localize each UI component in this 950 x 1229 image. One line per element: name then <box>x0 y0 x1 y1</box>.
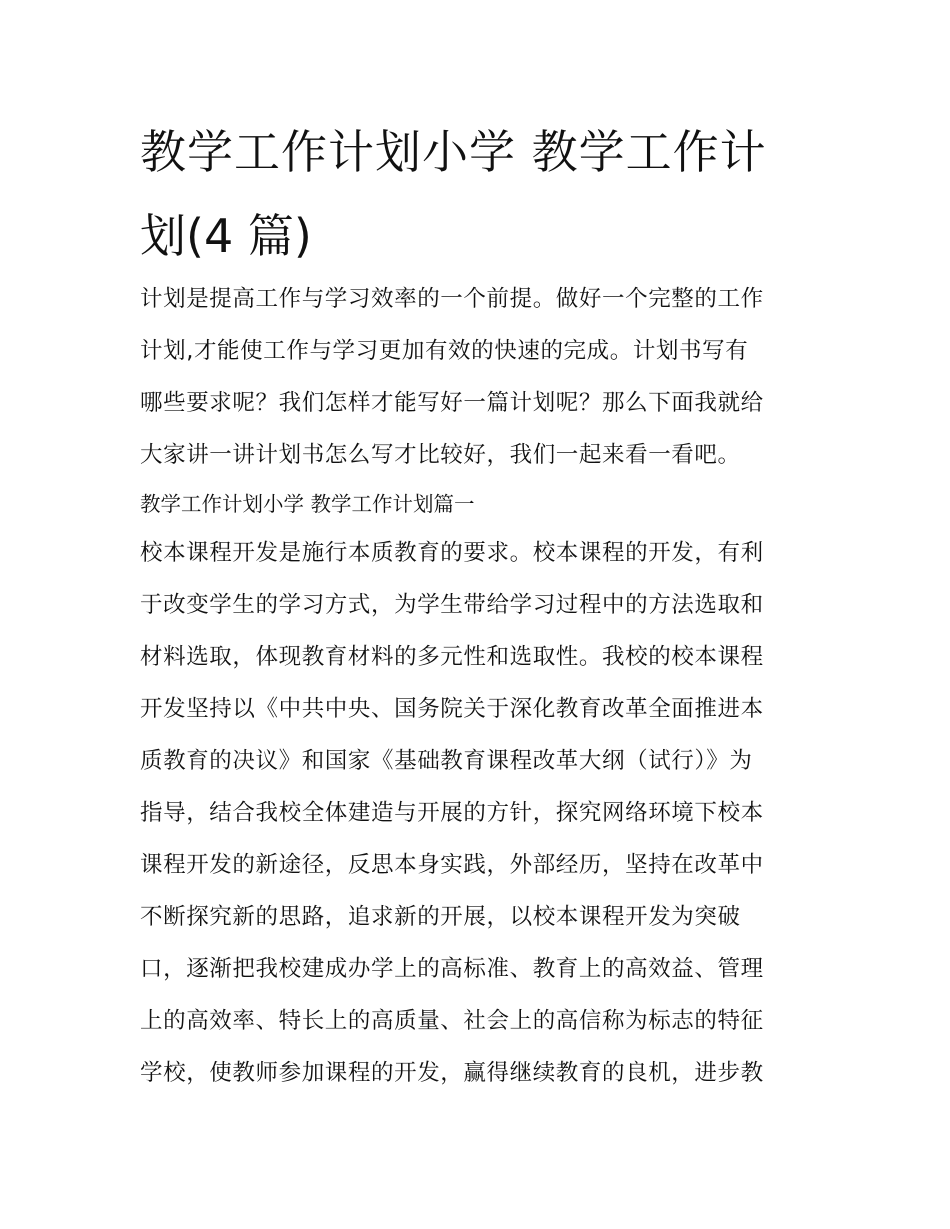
intro-paragraph-line-2: 计划,才能使工作与学习更加有效的快速的完成。计划书写有 <box>140 338 749 364</box>
intro-paragraph-line-1: 计划是提高工作与学习效率的一个前提。做好一个完整的工作 <box>140 286 764 312</box>
section-paragraph-line-4: 开发坚持以《中共中央、国务院关于深化教育改革全面推进本 <box>140 696 764 722</box>
section-paragraph-line-8: 不断探究新的思路，追求新的开展，以校本课程开发为突破 <box>140 904 741 930</box>
section-paragraph-line-10: 上的高效率、特长上的高质量、社会上的高信称为标志的特征 <box>140 1008 764 1034</box>
document-title-line-1: 教学工作计划小学 教学工作计 <box>140 125 767 179</box>
section-paragraph-line-6: 指导，结合我校全体建造与开展的方针，探究网络环境下校本 <box>140 800 764 826</box>
section-paragraph-line-11: 学校，使教师参加课程的开发，赢得继续教育的良机，进步教 <box>140 1060 764 1086</box>
section-paragraph-line-1: 校本课程开发是施行本质教育的要求。校本课程的开发，有利 <box>140 540 764 566</box>
section-paragraph-line-3: 材料选取，体现教育材料的多元性和选取性。我校的校本课程 <box>140 644 764 670</box>
document-title-line-2: 划(4 篇) <box>140 209 312 263</box>
section-paragraph-line-5: 质教育的决议》和国家《基础教育课程改革大纲（试行）》为 <box>140 748 753 774</box>
section-paragraph-line-2: 于改变学生的学习方式，为学生带给学习过程中的方法选取和 <box>140 592 764 618</box>
intro-paragraph-line-4: 大家讲一讲计划书怎么写才比较好，我们一起来看一看吧。 <box>140 442 741 468</box>
section-heading: 教学工作计划小学 教学工作计划篇一 <box>140 492 475 516</box>
section-paragraph-line-9: 口，逐渐把我校建成办学上的高标准、教育上的高效益、管理 <box>140 956 764 982</box>
document-title <box>140 110 820 278</box>
intro-paragraph-line-3: 哪些要求呢？我们怎样才能写好一篇计划呢？那么下面我就给 <box>140 390 764 416</box>
section-paragraph-line-7: 课程开发的新途径，反思本身实践，外部经历，坚持在改革中 <box>140 852 764 878</box>
